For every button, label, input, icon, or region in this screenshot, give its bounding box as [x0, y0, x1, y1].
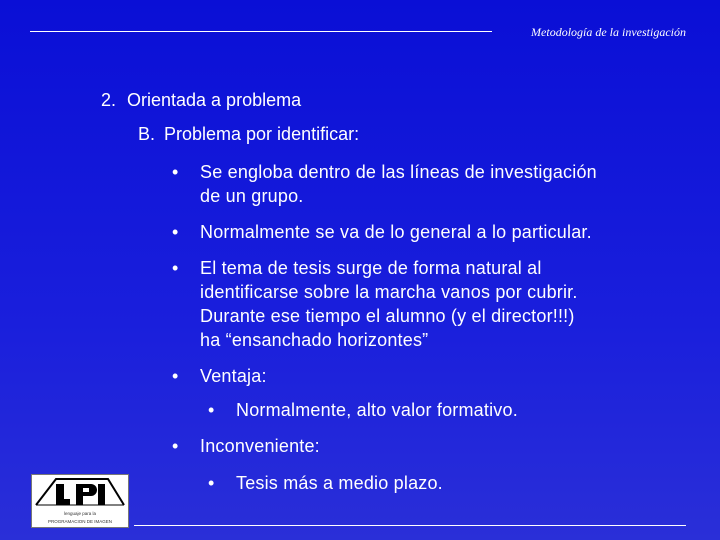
bullet-3-line-4: ha “ensanchado horizontes” — [200, 330, 429, 350]
bullet-1 — [200, 160, 597, 208]
lpi-logo-caption-top: lenguaje para la — [63, 511, 97, 516]
bullet-5-line-1: Inconveniente: — [200, 436, 320, 456]
lpi-logo-caption-bottom: PROGRAMACION DE IMAGEN — [47, 519, 113, 524]
item-b-letter: B. — [138, 124, 156, 144]
bullet-4-sub: Normalmente, alto valor formativo. — [236, 400, 518, 420]
bullet-marker: • — [172, 222, 179, 242]
bullet-marker: • — [172, 162, 179, 182]
item-2-text: Orientada a problema — [127, 90, 302, 110]
item-2-number: 2. — [101, 90, 117, 110]
lpi-logo — [31, 474, 129, 528]
header-title: Metodología de la investigación — [531, 25, 686, 39]
bullet-3-line-2: identificarse sobre la marcha vanos por cubrir. — [200, 282, 578, 302]
bullet-5 — [200, 434, 320, 458]
bullet-marker: • — [172, 258, 179, 278]
item-2 — [101, 88, 301, 112]
bullet-5-sub: Tesis más a medio plazo. — [236, 473, 443, 493]
bullet-1-line-1: Se engloba dentro de las líneas de investigación — [200, 162, 597, 182]
bullet-3 — [200, 256, 578, 352]
bullet-3-line-3: Durante ese tiempo el alumno (y el director!!!) — [200, 306, 575, 326]
bullet-marker: • — [172, 436, 179, 456]
header-rule — [30, 31, 492, 32]
bullet-marker: • — [172, 366, 179, 386]
footer-rule — [134, 525, 686, 526]
sub-bullet-marker: • — [208, 400, 215, 420]
item-b-text: Problema por identificar: — [164, 124, 360, 144]
bullet-1-line-2: de un grupo. — [200, 186, 304, 206]
bullet-4 — [200, 364, 267, 388]
item-b — [138, 122, 359, 146]
bullet-3-line-1: El tema de tesis surge de forma natural al — [200, 258, 542, 278]
sub-bullet-marker: • — [208, 473, 215, 493]
lpi-logo-graphic — [32, 475, 128, 527]
bullet-2 — [200, 220, 592, 244]
bullet-2-line-1: Normalmente se va de lo general a lo particular. — [200, 222, 592, 242]
bullet-4-line-1: Ventaja: — [200, 366, 267, 386]
